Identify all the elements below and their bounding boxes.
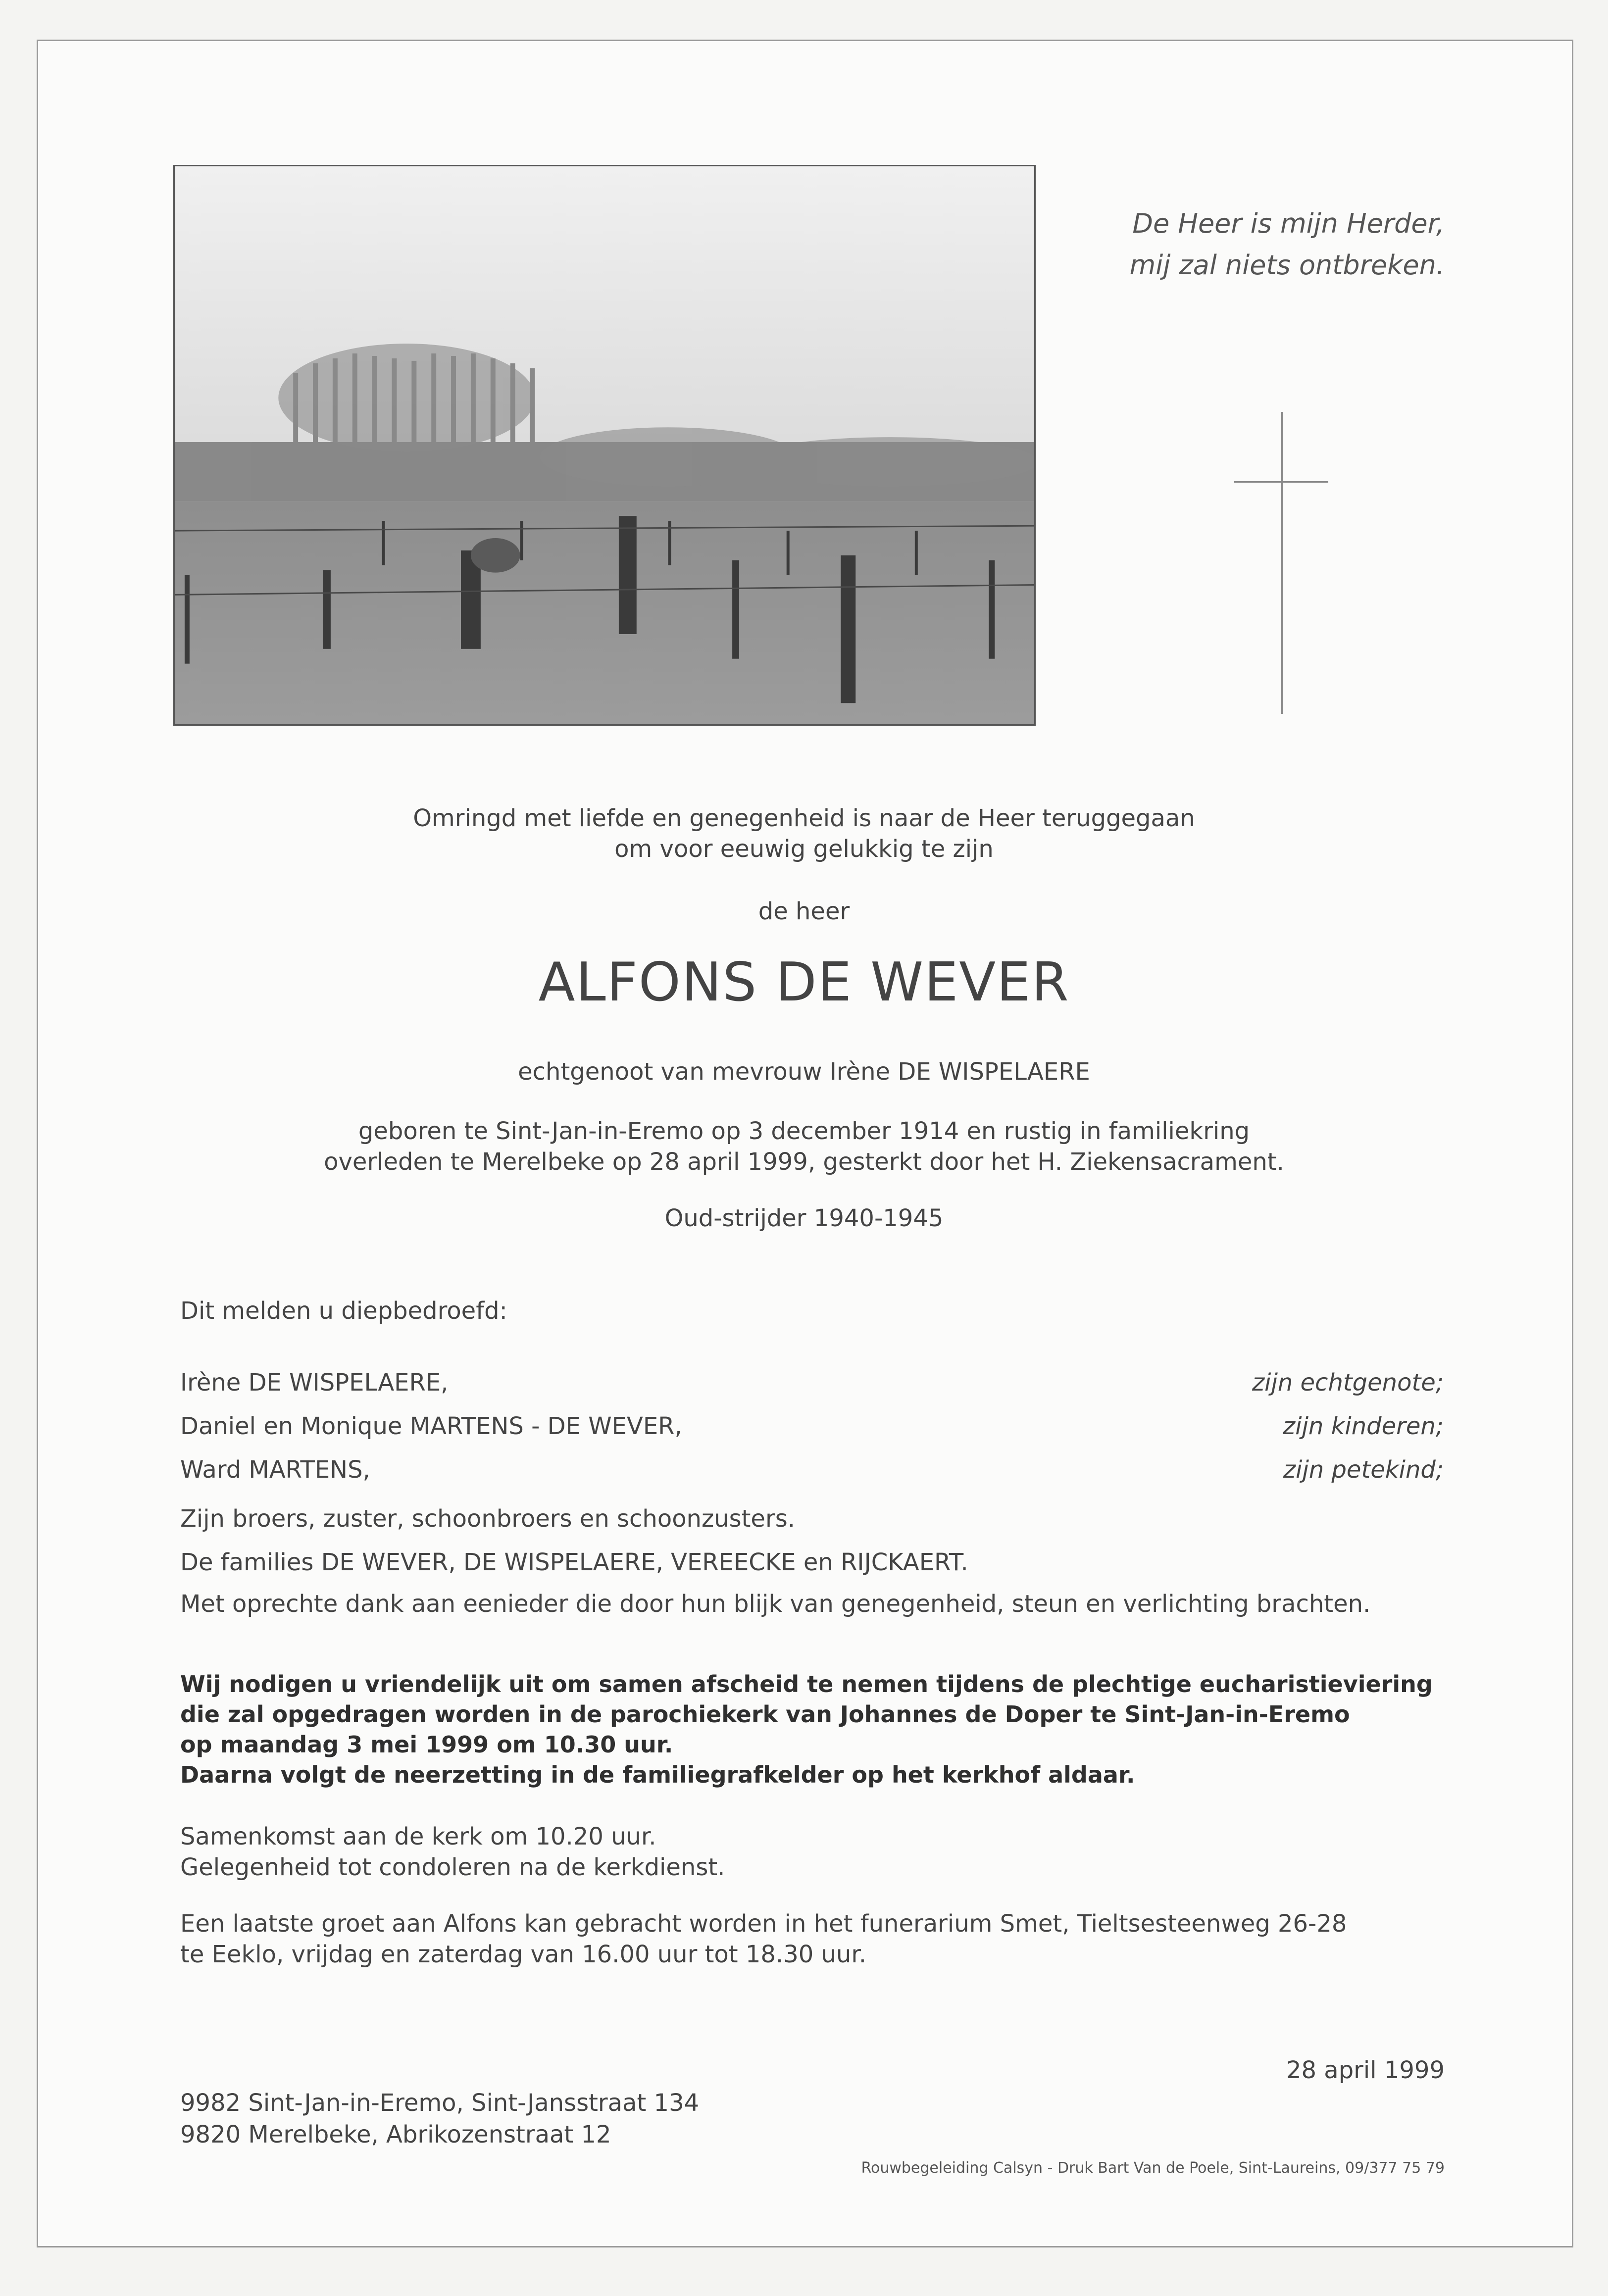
cross-icon-bar xyxy=(1234,481,1328,483)
family-row xyxy=(180,1456,1444,1491)
invitation-line: op maandag 3 mei 1999 om 10.30 uur. xyxy=(180,1731,673,1758)
invitation-line: die zal opgedragen worden in de parochiekerk van Johannes de Doper te Sint-Jan-in-Eremo xyxy=(180,1701,1350,1728)
family-relation: zijn echtgenote; xyxy=(1252,1369,1444,1397)
family-row xyxy=(180,1412,1444,1447)
motto-line-1: De Heer is mijn Herder, xyxy=(1132,208,1445,239)
family-row xyxy=(180,1369,1444,1403)
life-line-1: geboren te Sint-Jan-in-Eremo op 3 december 1914 en rustig in familiekring xyxy=(358,1117,1250,1145)
printer-credit: Rouwbegeleiding Calsyn - Druk Bart Van de Poele, Sint-Laureins, 09/377 75 79 xyxy=(861,2159,1445,2177)
landscape-photo xyxy=(173,165,1036,726)
spouse-line: echtgenoot van mevrouw Irène DE WISPELAERE xyxy=(518,1058,1090,1086)
extra-line: Zijn broers, zuster, schoonbroers en schoonzusters. xyxy=(180,1505,795,1533)
invitation-line: Daarna volgt de neerzetting in de familiegrafkelder op het kerkhof aldaar. xyxy=(180,1761,1135,1788)
meeting-line: Gelegenheid tot condoleren na de kerkdienst. xyxy=(180,1853,725,1881)
invitation-line: Wij nodigen u vriendelijk uit om samen afscheid te nemen tijdens de plechtige eucharistieviering xyxy=(180,1671,1433,1697)
farewell-line: Een laatste groet aan Alfons kan gebracht worden in het funerarium Smet, Tieltsesteenweg 26-28 xyxy=(180,1910,1347,1938)
family-member: Daniel en Monique MARTENS - DE WEVER, xyxy=(180,1412,682,1440)
family-relation: zijn petekind; xyxy=(1283,1456,1444,1484)
deceased-name: ALFONS DE WEVER xyxy=(538,951,1070,1013)
motto-line-2: mij zal niets ontbreken. xyxy=(1129,250,1445,281)
family-member: Irène DE WISPELAERE, xyxy=(180,1369,449,1397)
intro-line-1: Omringd met liefde en genegenheid is naar de Heer teruggegaan xyxy=(413,804,1195,832)
farewell-line: te Eeklo, vrijdag en zaterdag van 16.00 uur tot 18.30 uur. xyxy=(180,1941,866,1968)
family-member: Ward MARTENS, xyxy=(180,1456,370,1484)
extra-line: Met oprechte dank aan eenieder die door hun blijk van genegenheid, steun en verlichting brachten. xyxy=(180,1590,1371,1618)
intro-line-2: om voor eeuwig gelukkig te zijn xyxy=(614,835,994,863)
extra-line: De families DE WEVER, DE WISPELAERE, VEREECKE en RIJCKAERT. xyxy=(180,1548,968,1576)
motto xyxy=(999,203,1445,286)
intro xyxy=(0,803,1608,864)
life-line-2: overleden te Merelbeke op 28 april 1999, gesterkt door het H. Ziekensacrament. xyxy=(324,1148,1284,1176)
title-prefix: de heer xyxy=(758,898,850,925)
veteran-note: Oud-strijder 1940-1945 xyxy=(664,1204,944,1232)
notice-date: 28 april 1999 xyxy=(1286,2056,1445,2084)
family-relation: zijn kinderen; xyxy=(1283,1412,1444,1440)
announce-line: Dit melden u diepbedroefd: xyxy=(180,1297,507,1325)
meeting-line: Samenkomst aan de kerk om 10.20 uur. xyxy=(180,1823,656,1850)
address-line: 9820 Merelbeke, Abrikozenstraat 12 xyxy=(180,2121,611,2148)
life-details xyxy=(0,1116,1608,1177)
cross-icon xyxy=(1281,412,1283,714)
address-line: 9982 Sint-Jan-in-Eremo, Sint-Jansstraat 134 xyxy=(180,2089,700,2117)
